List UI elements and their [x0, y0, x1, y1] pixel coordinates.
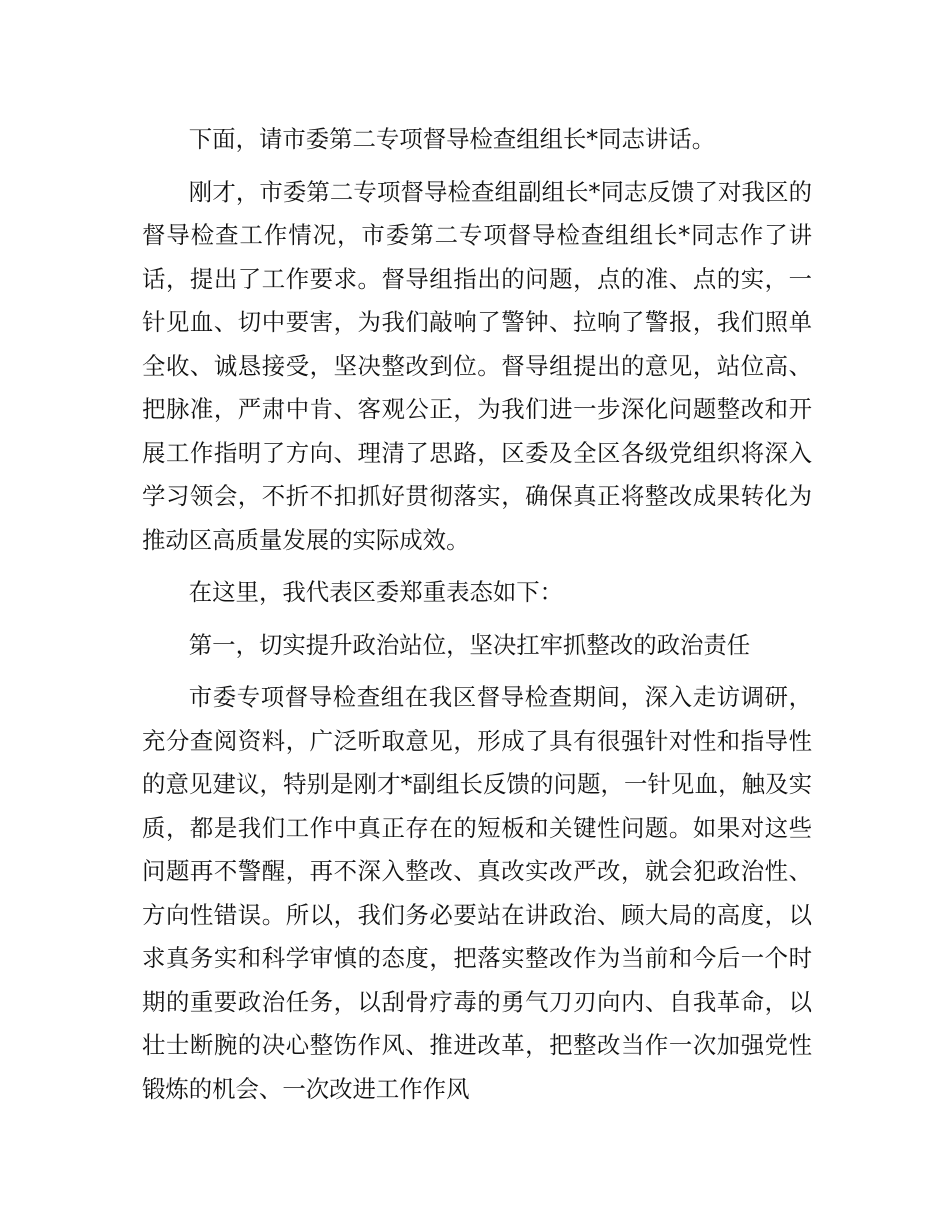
section-heading-1: 第一，切实提升政治站位，坚决扛牢抓整改的政治责任	[188, 630, 751, 659]
document-body	[142, 118, 812, 1120]
paragraph-intro: 下面，请市委第二专项督导检查组组长*同志讲话。	[188, 125, 716, 153]
paragraph-section-1-body: 市委专项督导检查组在我区督导检查期间，深入走访调研，充分查阅资料，广泛听取意见，形成了具有很强针对性和指导性的意见建议，特别是刚才*副组长反馈的问题，一针见血，触及实质，都是我们工作中真正存在的短板和关键性问题。如果对这些问题再不警醒，再不深入整改、真改实改严改，就会犯政治性、方向性错误。所以，我们务必要站在讲政治、顾大局的高度，以求真务实和科学审慎的态度，把落实整改作为当前和今后一个时期的重要政治任务，以刮骨疗毒的勇气刀刃向内、自我革命，以壮士断腕的决心整饬作风、推进改革，把整改当作一次加强党性锻炼的机会、一次改进工作作风	[142, 683, 812, 1103]
paragraph-statement-intro: 在这里，我代表区委郑重表态如下：	[188, 578, 564, 606]
paragraph-response: 刚才，市委第二专项督导检查组副组长*同志反馈了对我区的督导检查工作情况，市委第二专项督导检查组组长*同志作了讲话，提出了工作要求。督导组指出的问题，点的准、点的实，一针见血、切中要害，为我们敲响了警钟、拉响了警报，我们照单全收、诚恳接受，坚决整改到位。督导组提出的意见，站位高、把脉准，严肃中肯、客观公正，为我们进一步深化问题整改和开展工作指明了方向、理清了思路，区委及全区各级党组织将深入学习领会，不折不扣抓好贯彻落实，确保真正将整改成果转化为推动区高质量发展的实际成效。	[142, 177, 812, 554]
